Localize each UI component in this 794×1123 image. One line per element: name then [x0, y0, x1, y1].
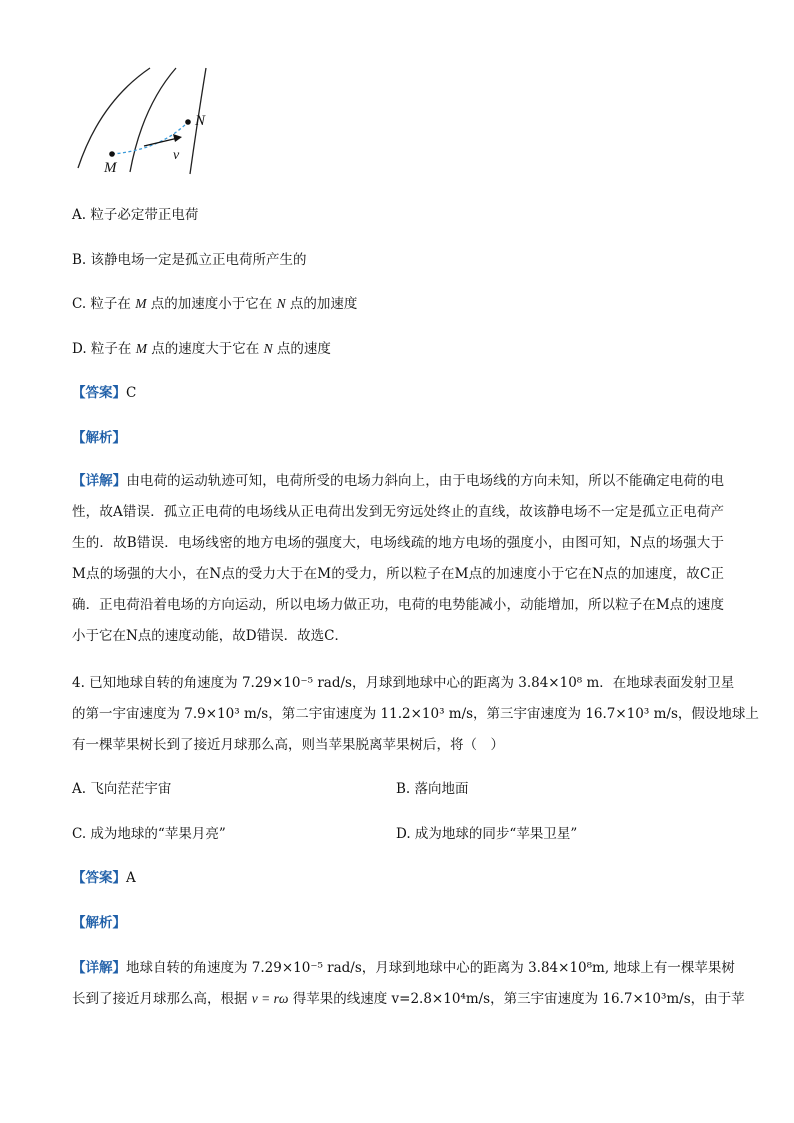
q3-option-b: B. 该静电场一定是孤立正电荷所产生的	[72, 252, 307, 268]
q3-option-a: A. 粒子必定带正电荷	[72, 207, 199, 223]
q4-option-b: B. 落向地面	[396, 781, 469, 797]
q3-answer: 【答案】C	[72, 385, 137, 401]
q4-question-line-2: 的第一宇宙速度为 7.9×10³ m/s，第二宇宙速度为 11.2×10³ m/s，第三宇宙速度为 16.7×10³ m/s，假设地球上	[72, 706, 759, 722]
q3-analysis-heading: 【解析】	[72, 430, 126, 446]
velocity-arrow	[144, 138, 178, 146]
q4-question-line-3: 有一棵苹果树长到了接近月球那么高，则当苹果脱离苹果树后，将（ ）	[72, 737, 504, 753]
velocity-arrowhead	[173, 134, 182, 142]
q4-option-d: D. 成为地球的同步“苹果卫星”	[396, 826, 578, 842]
point-m	[109, 151, 115, 157]
label-m: M	[104, 160, 117, 176]
label-v: v	[173, 148, 180, 163]
field-line-middle	[130, 68, 176, 172]
q4-question-line-1: 4. 已知地球自转的角速度为 7.29×10⁻⁵ rad/s，月球到地球中心的距离为 3.84×10⁸ m．在地球表面发射卫星	[72, 675, 735, 691]
q4-option-c: C. 成为地球的“苹果月亮”	[72, 826, 226, 842]
q4-analysis-heading: 【解析】	[72, 915, 126, 931]
q3-option-d: D. 粒子在 M 点的速度大于它在 N 点的速度	[72, 341, 331, 357]
electric-field-figure	[70, 62, 230, 182]
q4-option-a: A. 飞向茫茫宇宙	[72, 781, 172, 797]
q3-detail-paragraph: 【详解】由电荷的运动轨迹可知，电荷所受的电场力斜向上，由于电场线的方向未知，所以不能确定电荷的电性，故A错误．孤立正电荷的电场线从正电荷出发到无穷远处终止的直线，故该静电场不一定是孤立正电荷产生的．故B错误．电场线密的地方电场的强度大，电场线疏的地方电场的强度小，由图可知，N点的场强大于M点的场强的大小，在N点的受力大于在M的受力，所以粒子在M点的加速度小于它在N点的加速度，故C正确．正电荷沿着电场的方向运动，所以电场力做正功，电荷的电势能减小，动能增加，所以粒子在M点的速度小于它在N点的速度动能，故D错误．故选C．	[72, 473, 725, 644]
q4-detail-line-1: 【详解】地球自转的角速度为 7.29×10⁻⁵ rad/s，月球到地球中心的距离为 3.84×10⁸m, 地球上有一棵苹果树	[72, 960, 735, 976]
q4-answer: 【答案】A	[72, 870, 136, 886]
label-n: N	[195, 113, 206, 129]
point-n	[185, 119, 191, 125]
q3-option-c: C. 粒子在 M 点的加速度小于它在 N 点的加速度	[72, 296, 358, 312]
velocity-formula: v = rω	[251, 991, 289, 1006]
q4-detail-line-2: 长到了接近月球那么高，根据 v = rω 得苹果的线速度 v=2.8×10⁴m/s，第三宇宙速度为 16.7×10³m/s，由于苹	[72, 991, 745, 1007]
